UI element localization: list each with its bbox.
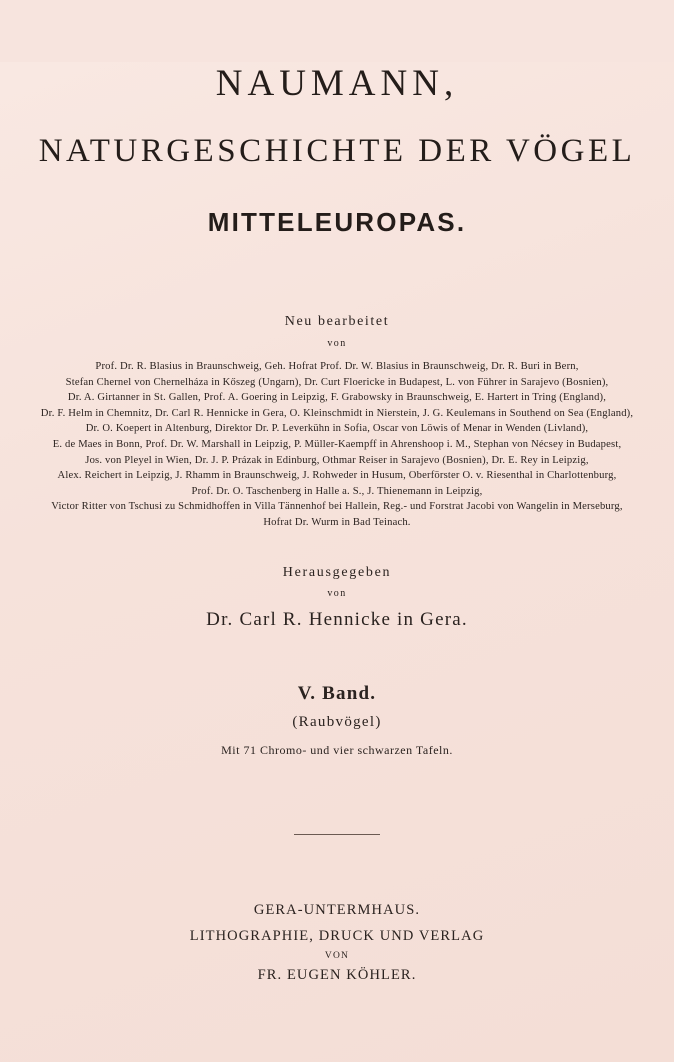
contributor-line: E. de Maes in Bonn, Prof. Dr. W. Marshall in Leipzig, P. Müller-Kaempff in Ahrenshoop i. M., Stephan von Nécsey in Budapest,	[52, 438, 622, 450]
volume-subject: (Raubvögel)	[292, 713, 382, 730]
imprint-publisher: FR. EUGEN KÖHLER.	[257, 966, 417, 983]
editorship-von: von	[327, 587, 347, 599]
contributor-line: Dr. F. Helm in Chemnitz, Dr. Carl R. Hennicke in Gera, O. Kleinschmidt in Nierstein, J. G. Keulemans in Southend on Sea (England),	[40, 407, 634, 419]
contributor-line: Stefan Chernel von Chernelháza in Kőszeg (Ungarn), Dr. Curt Floericke in Budapest, L. von Führer in Sarajevo (Bosnien),	[65, 376, 609, 388]
editorship-label: Herausgegeben	[282, 564, 392, 580]
revision-von: von	[327, 338, 347, 349]
editor-name: Dr. Carl R. Hennicke in Gera.	[206, 608, 468, 630]
contributor-line: Alex. Reichert in Leipzig, J. Rhamm in Braunschweig, J. Rohweder in Husum, Oberförster O. v. Riesenthal in Charlottenburg,	[57, 470, 617, 482]
title-page	[0, 62, 674, 1062]
imprint-block	[28, 902, 646, 984]
contributor-line: Jos. von Pleyel in Wien, Dr. J. P. Prázak in Edinburg, Othmar Reiser in Sarajevo (Bosnien), Dr. E. Rey in Leipzig,	[85, 454, 589, 466]
imprint-place: GERA-UNTERMHAUS.	[253, 901, 421, 918]
contributor-line: Hofrat Dr. Wurm in Bad Teinach.	[263, 516, 411, 528]
contributor-list	[28, 359, 646, 531]
volume-number: V. Band.	[297, 682, 377, 704]
title-line-1: NAUMANN,	[215, 63, 459, 104]
plates-note: Mit 71 Chromo- und vier schwarzen Tafeln.	[221, 742, 453, 757]
imprint-von: VON	[324, 950, 350, 961]
divider-rule-wrap	[28, 822, 646, 840]
contributor-line: Prof. Dr. O. Taschenberg in Halle a. S., J. Thienemann in Leipzig,	[191, 485, 483, 497]
contributor-line: Prof. Dr. R. Blasius in Braunschweig, Geh. Hofrat Prof. Dr. W. Blasius in Braunschweig, Dr. R. Buri in Bern,	[95, 361, 579, 372]
contributor-line: Dr. A. Girtanner in St. Gallen, Prof. A. Goering in Leipzig, F. Grabowsky in Braunschweig, E. Hartert in Tring (England),	[67, 392, 607, 404]
contributor-line: Dr. O. Koepert in Altenburg, Direktor Dr. P. Leverkühn in Sofia, Oscar von Löwis of Menar in Wenden (Livland),	[85, 423, 589, 435]
imprint-publisher-line: LITHOGRAPHIE, DRUCK UND VERLAG	[189, 927, 485, 944]
revision-label: Neu bearbeitet	[284, 314, 390, 329]
contributor-line: Victor Ritter von Tschusi zu Schmidhoffen in Villa Tännenhof bei Hallein, Reg.- und Forstrat Jacobi von Wangelin in Merseburg,	[51, 501, 623, 513]
title-line-3: MITTELEUROPAS.	[207, 207, 467, 237]
title-line-2: NATURGESCHICHTE DER VÖGEL	[38, 133, 636, 169]
divider-rule	[294, 834, 380, 835]
title-block	[28, 62, 646, 238]
